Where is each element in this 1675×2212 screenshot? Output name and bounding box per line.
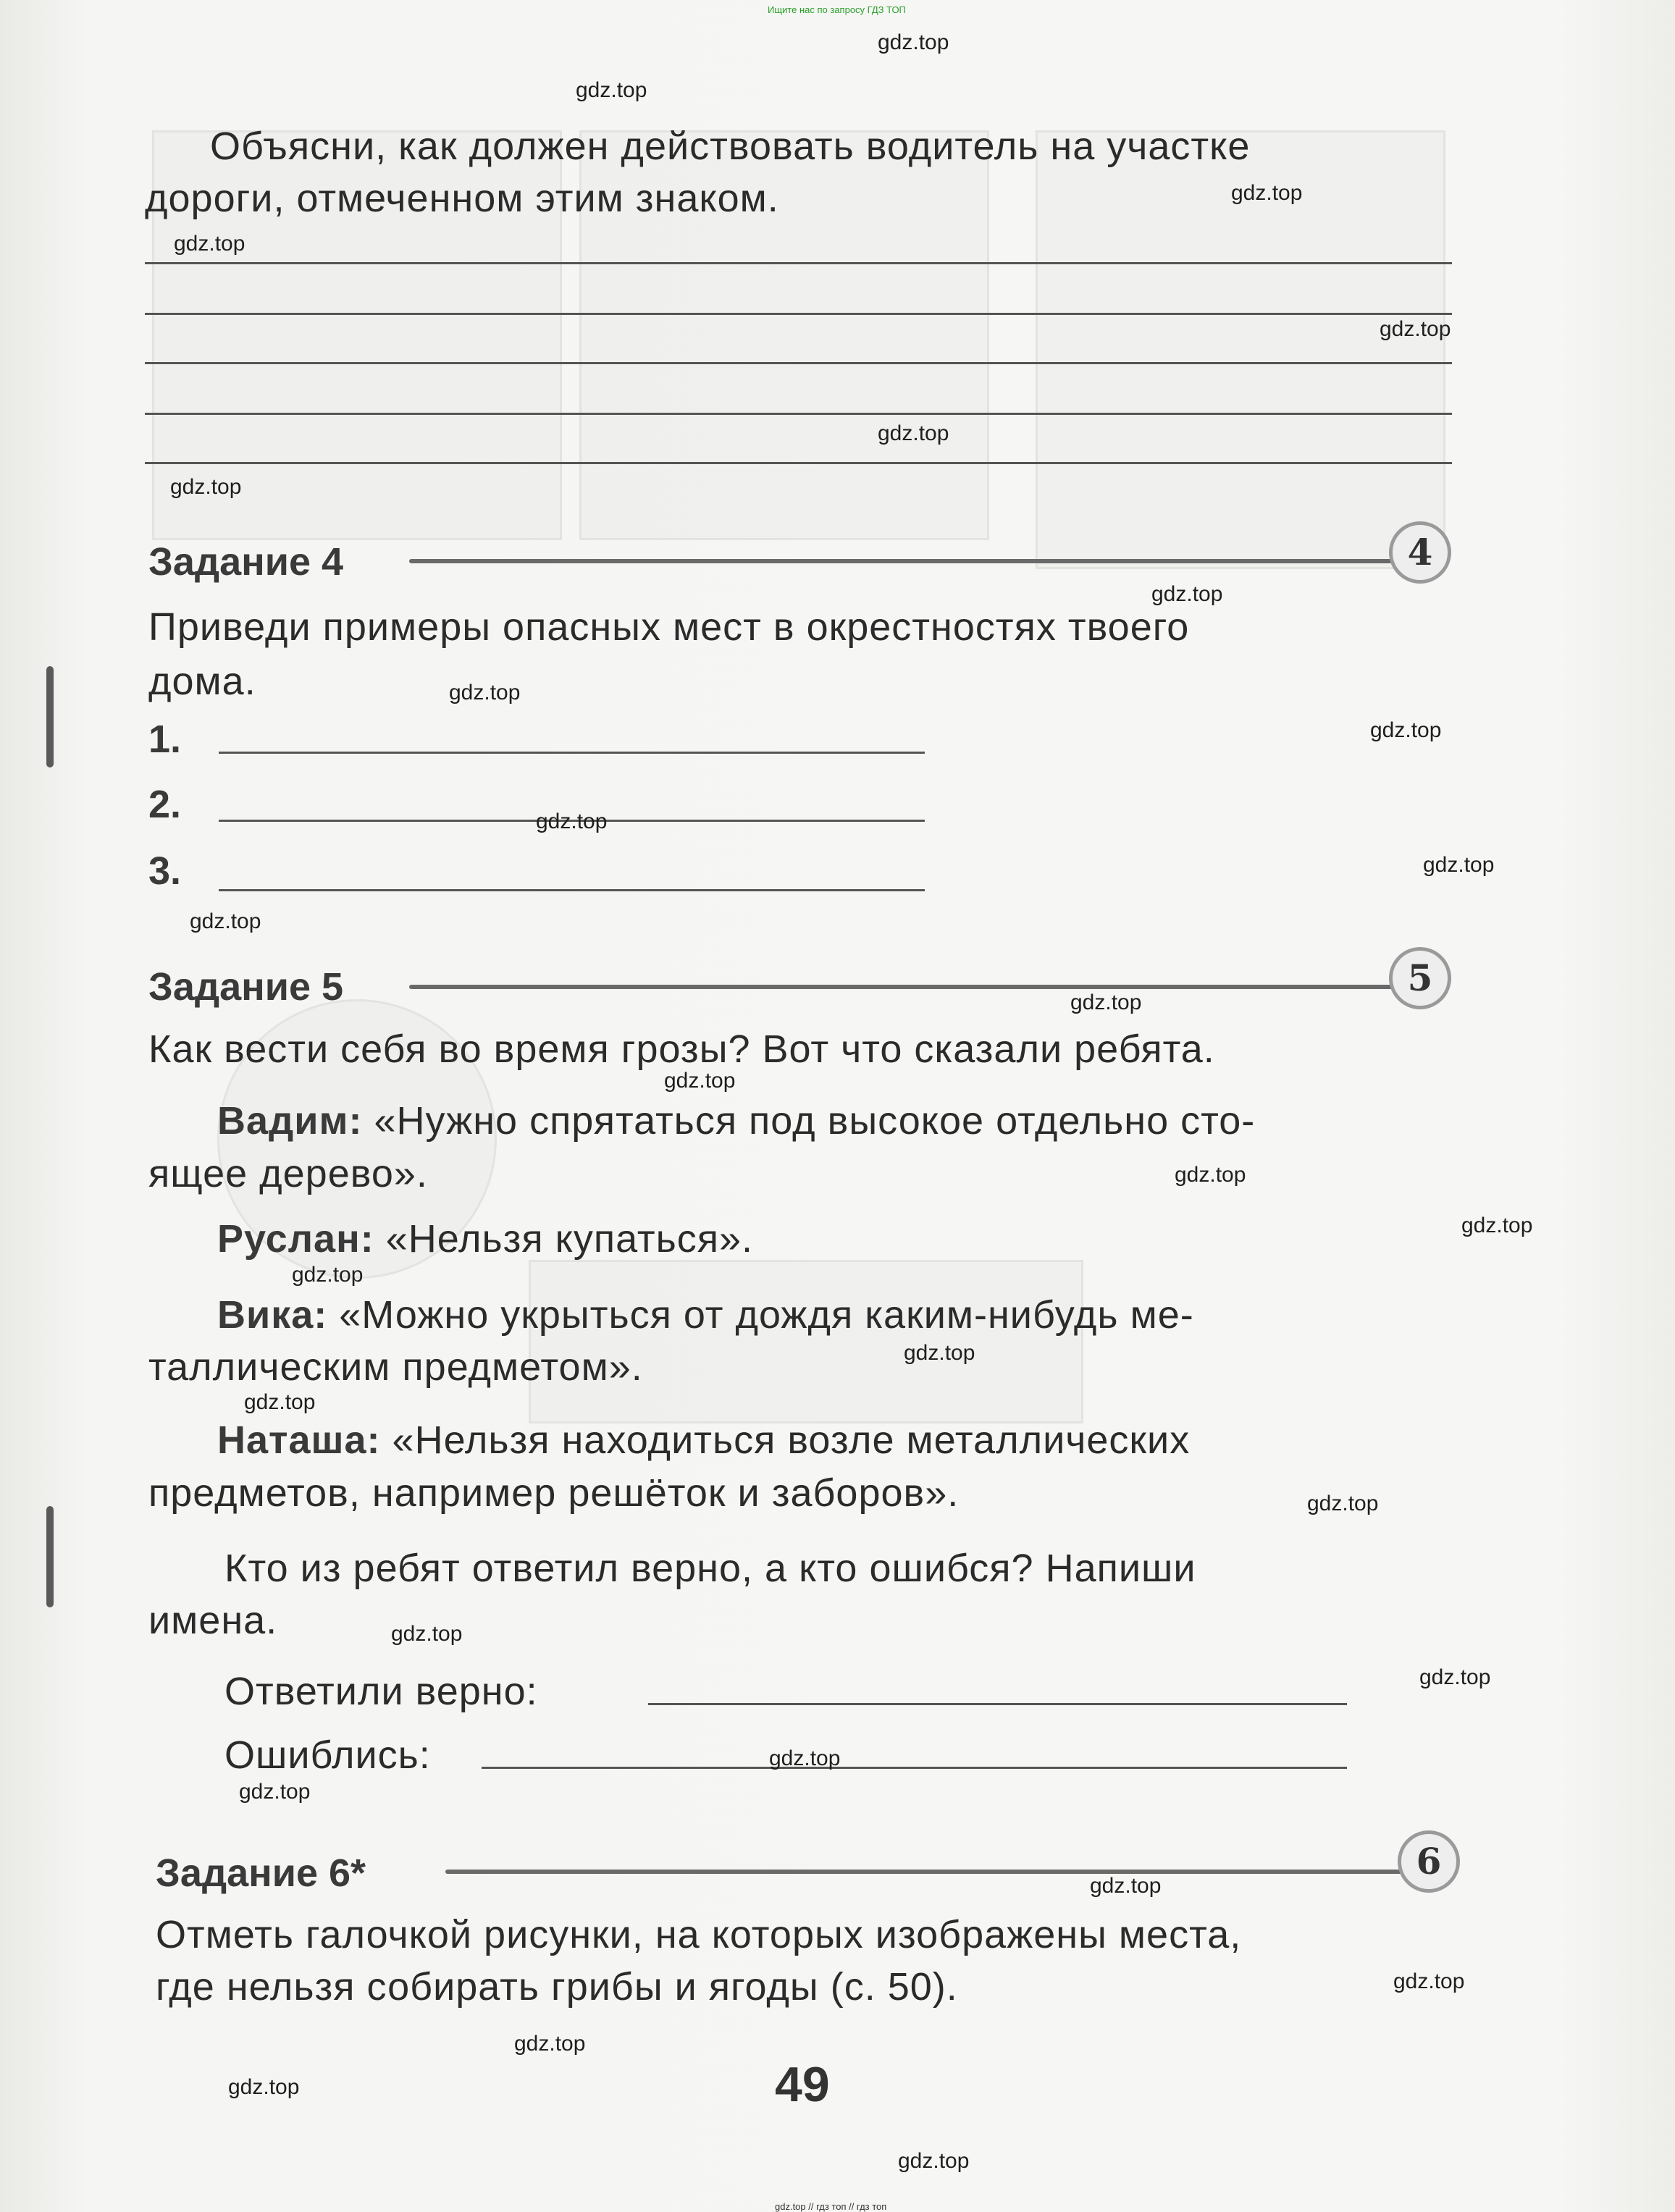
watermark: gdz.top (292, 1263, 364, 1287)
staple-bottom (46, 1506, 54, 1607)
task5-badge: 5 (1389, 947, 1451, 1009)
watermark: gdz.top (1370, 718, 1442, 742)
footer-note: gdz.top // гдз топ // гдз топ (775, 2201, 887, 2212)
watermark: gdz.top (228, 2075, 300, 2099)
wrong-answer-label: Ошиблись: (224, 1733, 431, 1777)
watermark: gdz.top (1423, 853, 1495, 877)
vika-name: Вика: (217, 1293, 328, 1337)
watermark: gdz.top (1151, 582, 1223, 606)
natasha-text: «Нельзя находиться возле металлических (392, 1418, 1191, 1462)
task3-question-line2: дороги, отмеченном этим знаком. (145, 177, 779, 220)
watermark: gdz.top (190, 909, 261, 933)
task4-badge: 4 (1389, 521, 1451, 584)
watermark: gdz.top (1461, 1214, 1533, 1237)
task6-title: Задание 6* (156, 1851, 366, 1895)
task4-heading-rule (409, 559, 1416, 563)
vadim-name: Вадим: (217, 1099, 363, 1143)
staple-top (46, 666, 54, 768)
task4-item-3: 3. (148, 849, 182, 893)
watermark: gdz.top (1307, 1492, 1379, 1515)
vadim-answer-line2: ящее дерево». (148, 1152, 428, 1195)
answer-line (145, 262, 1452, 264)
watermark: gdz.top (391, 1622, 463, 1646)
task6-prompt-line1: Отметь галочкой рисунки, на которых изображены места, (156, 1913, 1242, 1956)
page-number: 49 (775, 2057, 830, 2112)
answer-line (145, 462, 1452, 464)
watermark: gdz.top (1380, 317, 1451, 341)
watermark: gdz.top (904, 1341, 975, 1365)
answer-line (219, 889, 925, 891)
watermark: gdz.top (244, 1390, 316, 1414)
task6-badge: 6 (1398, 1830, 1460, 1893)
answer-line (145, 362, 1452, 364)
answer-line (219, 752, 925, 754)
task4-prompt-line2: дома. (148, 660, 256, 703)
answer-line (145, 313, 1452, 315)
vika-answer-line1 (217, 1289, 1194, 1341)
watermark: gdz.top (898, 2149, 970, 2173)
task4-prompt-line1: Приведи примеры опасных мест в окрестностях твоего (148, 605, 1190, 649)
task5-prompt: Как вести себя во время грозы? Вот что сказали ребята. (148, 1027, 1215, 1071)
watermark: gdz.top (664, 1069, 736, 1093)
vadim-answer-line1 (217, 1095, 1255, 1147)
watermark: gdz.top (576, 78, 647, 102)
task6-prompt-line2: где нельзя собирать грибы и ягоды (с. 50). (156, 1965, 958, 2009)
task6-heading-rule (445, 1870, 1427, 1874)
correct-answer-label: Ответили верно: (224, 1670, 538, 1713)
task4-title: Задание 4 (148, 540, 344, 584)
watermark: gdz.top (878, 421, 949, 445)
vadim-text: «Нужно спрятаться под высокое отдельно сто- (374, 1099, 1256, 1143)
watermark: gdz.top (1393, 1969, 1465, 1993)
watermark: gdz.top (536, 809, 608, 833)
task5-question-line2: имена. (148, 1599, 278, 1642)
task5-question-line1: Кто из ребят ответил верно, а кто ошибся? Напиши (224, 1547, 1196, 1590)
correct-answer-line (648, 1703, 1347, 1705)
watermark: gdz.top (514, 2032, 586, 2056)
natasha-name: Наташа: (217, 1418, 381, 1462)
task5-heading-rule (409, 985, 1416, 989)
natasha-answer-line1 (217, 1414, 1190, 1466)
watermark: gdz.top (174, 232, 245, 256)
ruslan-text: «Нельзя купаться». (385, 1217, 754, 1261)
vika-answer-line2: таллическим предметом». (148, 1345, 643, 1389)
wrong-answer-line (482, 1767, 1347, 1769)
watermark: gdz.top (878, 30, 949, 54)
answer-line (145, 413, 1452, 415)
watermark: gdz.top (1175, 1163, 1246, 1187)
task3-question-line1: Объясни, как должен действовать водитель на участке (210, 125, 1251, 168)
task4-item-2: 2. (148, 783, 182, 826)
watermark: gdz.top (1070, 991, 1142, 1014)
task5-title: Задание 5 (148, 965, 344, 1009)
watermark: gdz.top (170, 475, 242, 499)
watermark: gdz.top (449, 681, 521, 705)
natasha-answer-line2: предметов, например решёток и заборов». (148, 1471, 960, 1515)
vika-text: «Можно укрыться от дождя каким-нибудь ме- (339, 1293, 1194, 1337)
task4-item-1: 1. (148, 718, 182, 761)
ruslan-answer (217, 1213, 753, 1265)
watermark: gdz.top (769, 1746, 841, 1770)
watermark: gdz.top (1090, 1874, 1162, 1898)
watermark: gdz.top (1419, 1665, 1491, 1689)
watermark: gdz.top (239, 1780, 311, 1804)
ruslan-name: Руслан: (217, 1217, 374, 1261)
watermark: gdz.top (1231, 181, 1303, 205)
header-note: Ищите нас по запросу ГДЗ ТОП (768, 4, 906, 15)
